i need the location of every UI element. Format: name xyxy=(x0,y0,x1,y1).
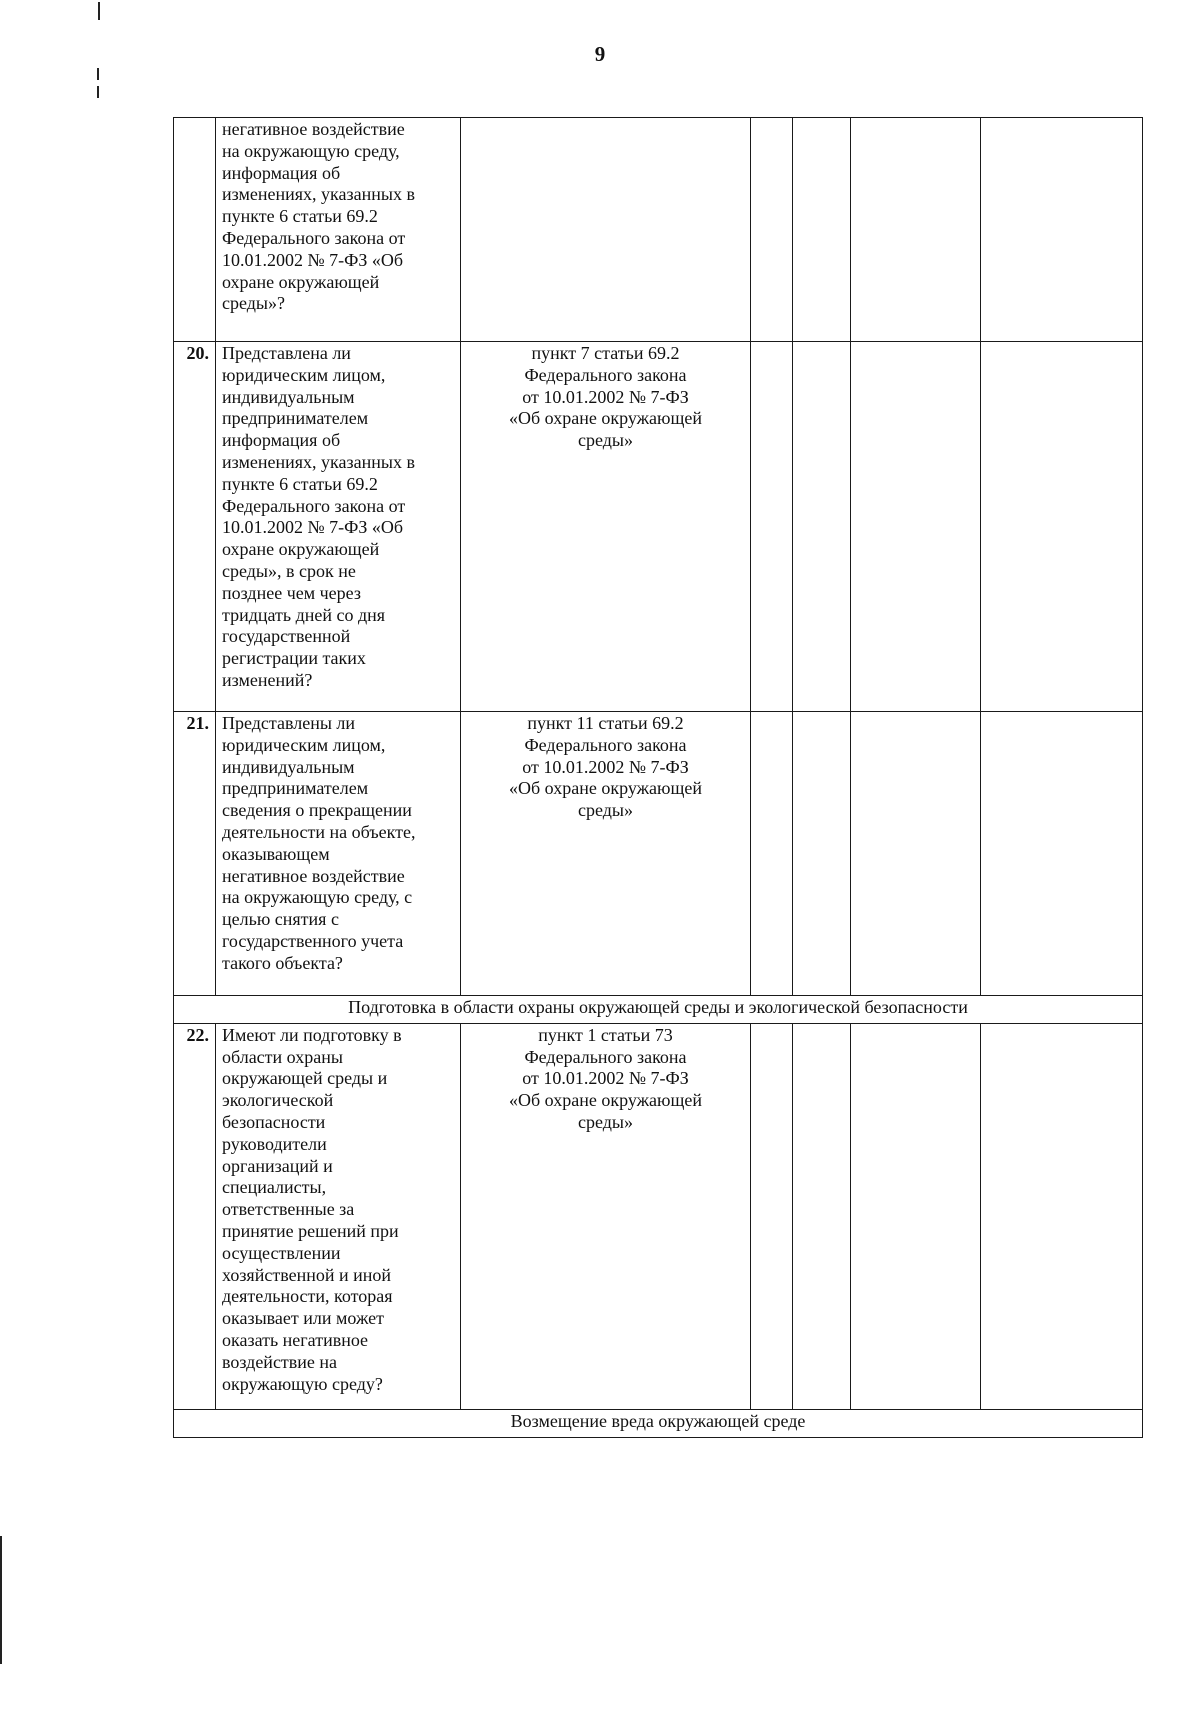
answer-yes-cell xyxy=(751,1023,793,1409)
not-applicable-cell xyxy=(851,1023,981,1409)
notes-cell xyxy=(981,712,1143,996)
requirement-question: Имеют ли подготовку в области охраны окружающей среды и экологической безопасности руководители организаций и специалисты, ответственные за принятие решений при осуществлении хозяйственной и иной деятельности, которая оказывает или может оказать негативное воздействие на окружающую среду? xyxy=(216,1023,461,1409)
section-row xyxy=(174,996,1143,1024)
section-heading-training: Подготовка в области охраны окружающей среды и экологической безопасности xyxy=(174,996,1143,1024)
inspection-checklist-table xyxy=(173,117,1143,1438)
scan-mark xyxy=(0,1536,2,1664)
scan-mark xyxy=(98,2,100,20)
legal-reference: пункт 1 статьи 73 Федерального закона от 10.01.2002 № 7-ФЗ «Об охране окружающей среды» xyxy=(461,1023,751,1409)
requirement-question: Представлена ли юридическим лицом, индивидуальным предпринимателем информация об изменениях, указанных в пункте 6 статьи 69.2 Федерального закона от 10.01.2002 № 7-ФЗ «Об охране окружающей среды», в срок не позднее чем через тридцать дней со дня государственной регистрации таких изменений? xyxy=(216,342,461,712)
table-row xyxy=(174,712,1143,996)
answer-no-cell xyxy=(793,712,851,996)
row-number: 21. xyxy=(174,712,216,996)
notes-cell xyxy=(981,118,1143,342)
row-number: 22. xyxy=(174,1023,216,1409)
section-heading-compensation: Возмещение вреда окружающей среде xyxy=(174,1409,1143,1437)
row-number xyxy=(174,118,216,342)
requirement-question: Представлены ли юридическим лицом, индивидуальным предпринимателем сведения о прекращении деятельности на объекте, оказывающем негативное воздействие на окружающую среду, с целью снятия с государственного учета такого объекта? xyxy=(216,712,461,996)
answer-no-cell xyxy=(793,118,851,342)
table-row xyxy=(174,342,1143,712)
notes-cell xyxy=(981,1023,1143,1409)
table-row xyxy=(174,1023,1143,1409)
requirement-question: негативное воздействие на окружающую среду, информация об изменениях, указанных в пункте 6 статьи 69.2 Федерального закона от 10.01.2002 № 7-ФЗ «Об охране окружающей среды»? xyxy=(216,118,461,342)
notes-cell xyxy=(981,342,1143,712)
legal-reference: пункт 11 статьи 69.2 Федерального закона от 10.01.2002 № 7-ФЗ «Об охране окружающей среды» xyxy=(461,712,751,996)
not-applicable-cell xyxy=(851,712,981,996)
not-applicable-cell xyxy=(851,342,981,712)
answer-no-cell xyxy=(793,1023,851,1409)
answer-yes-cell xyxy=(751,342,793,712)
scan-mark xyxy=(97,68,99,80)
scan-mark xyxy=(97,86,99,98)
section-row xyxy=(174,1409,1143,1437)
not-applicable-cell xyxy=(851,118,981,342)
legal-reference: пункт 7 статьи 69.2 Федерального закона от 10.01.2002 № 7-ФЗ «Об охране окружающей среды» xyxy=(461,342,751,712)
table-row xyxy=(174,118,1143,342)
answer-yes-cell xyxy=(751,712,793,996)
page-number: 9 xyxy=(594,42,606,66)
answer-no-cell xyxy=(793,342,851,712)
row-number: 20. xyxy=(174,342,216,712)
answer-yes-cell xyxy=(751,118,793,342)
legal-reference xyxy=(461,118,751,342)
